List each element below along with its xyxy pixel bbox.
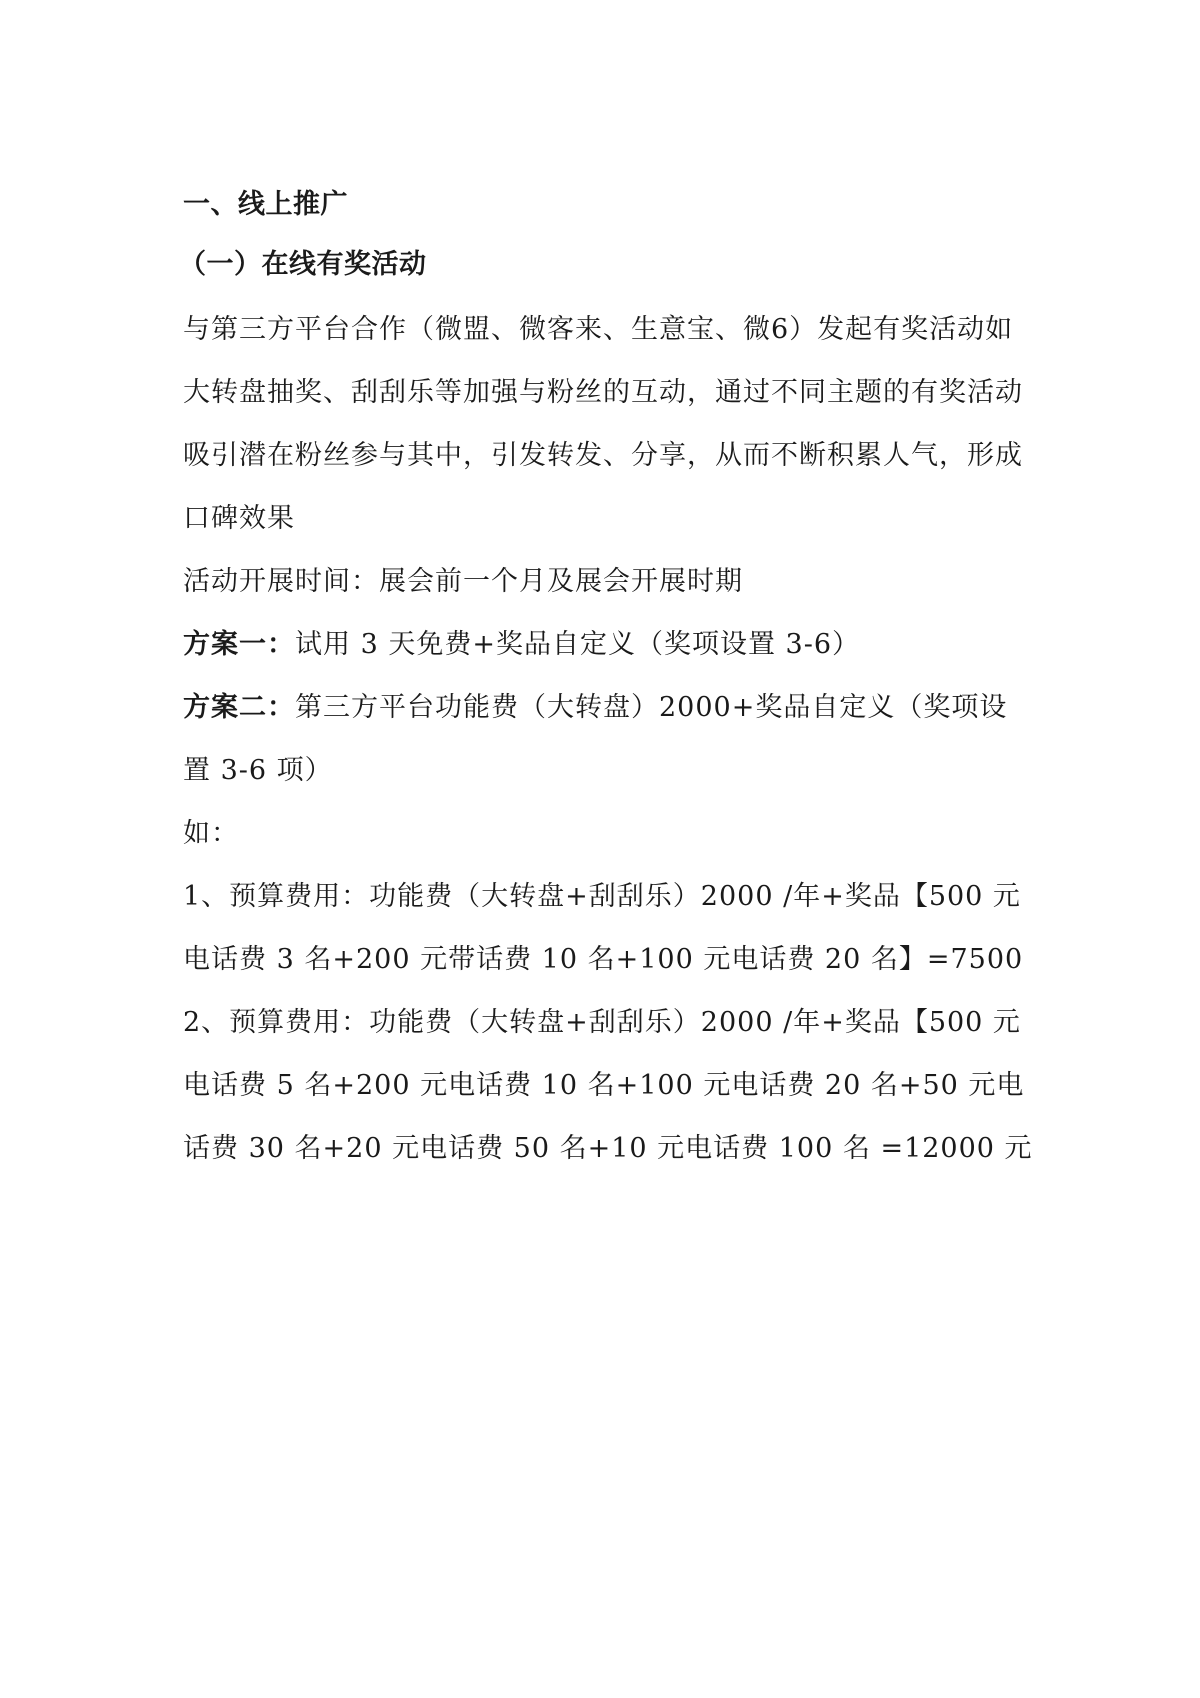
plan-one-label: 方案一： [183,629,295,660]
activity-time: 活动开展时间：展会前一个月及展会开展时期 [183,566,743,597]
plan-two-text: 第三方平台功能费（大转盘）2000+奖品自定义（奖项设置 3-6 项） [183,692,1008,786]
plan-one [183,613,1033,676]
plan-one-text: 试用 3 天免费+奖品自定义（奖项设置 3-6） [295,629,861,660]
document-body [179,186,1033,1180]
plan-two-label: 方案二： [183,692,295,723]
section-heading: 一、线上推广 [183,189,348,220]
budget-two: 2、预算费用：功能费（大转盘+刮刮乐）2000 /年+奖品【500 元电话费 5 名+200 元电话费 10 名+100 元电话费 20 名+50 元电话费 30 名+20 元电话费 50 名+10 元电话费 100 名 =12000 元 [183,1007,1033,1164]
example-label: 如： [183,818,239,849]
intro-paragraph: 与第三方平台合作（微盟、微客来、生意宝、微6）发起有奖活动如大转盘抽奖、刮刮乐等加强与粉丝的互动，通过不同主题的有奖活动吸引潜在粉丝参与其中，引发转发、分享，从而不断积累人气，形成口碑效果 [183,314,1023,534]
plan-two [183,676,1033,802]
budget-one: 1、预算费用：功能费（大转盘+刮刮乐）2000 /年+奖品【500 元电话费 3 名+200 元带话费 10 名+100 元电话费 20 名】=7500 [183,881,1024,975]
subsection-heading: （一）在线有奖活动 [179,249,427,280]
